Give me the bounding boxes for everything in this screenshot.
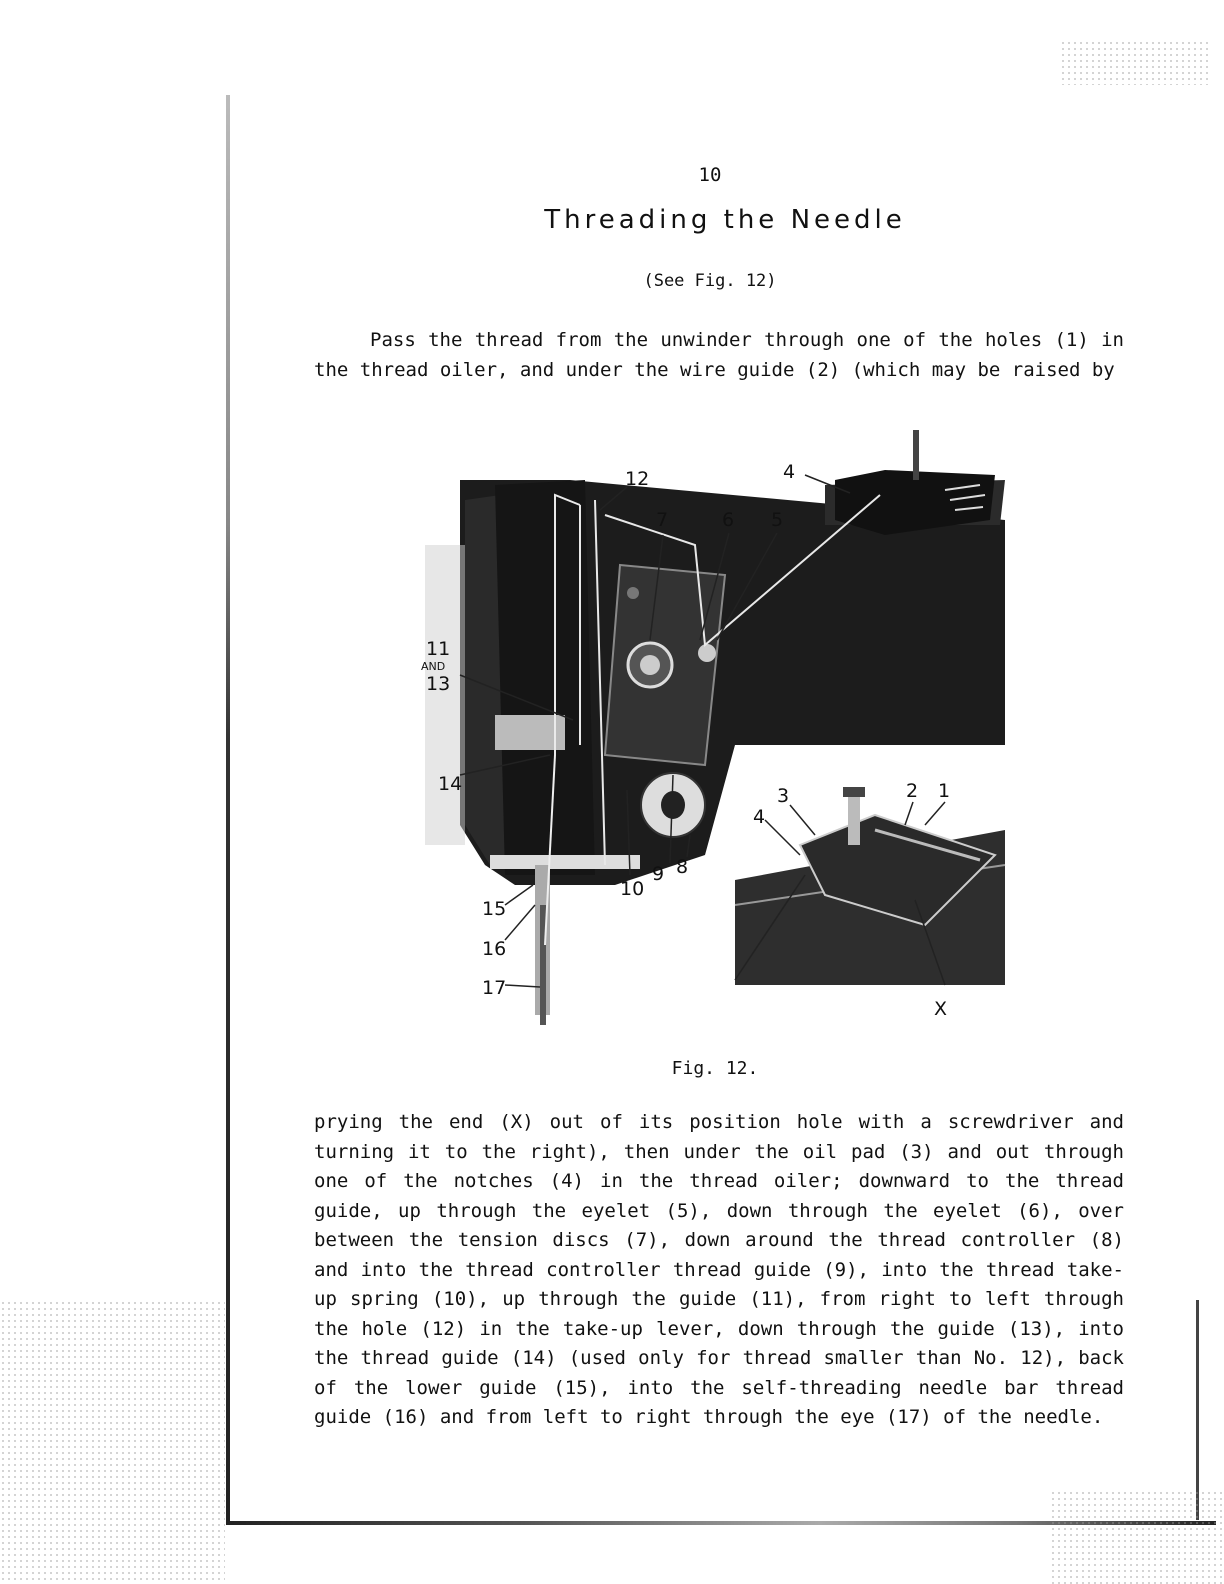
callout-4: 4 [783,461,796,483]
callout-7: 7 [656,509,669,531]
callout-8: 8 [676,856,689,878]
figure-caption: Fig. 12. [671,1058,759,1079]
figure-12-photo [405,425,1025,1035]
callout-12: 12 [625,468,650,490]
paragraph-intro: Pass the thread from the unwinder through one of the holes (1) in the thread oiler, and under the wire guide (2) (which may be raised by [314,329,1124,381]
page-title: Threading the Needle [544,205,906,235]
callout-and: AND [421,660,446,673]
scan-noise [0,1300,225,1584]
callout-15: 15 [482,898,507,920]
callout-17: 17 [482,977,507,999]
callout-11: 11 [426,638,451,660]
page-border-left [226,95,230,1525]
callout-6: 6 [722,509,735,531]
scan-noise [1050,1490,1224,1584]
inset-callout-3: 3 [777,785,790,807]
inset-callout-2: 2 [906,780,919,802]
callout-5: 5 [771,509,784,531]
page-border-right [1196,1300,1199,1520]
inset-callout-x: X [934,998,948,1020]
inset-callout-4: 4 [753,806,766,828]
callout-9: 9 [652,863,665,885]
inset-callout-1: 1 [938,780,951,802]
callout-14: 14 [438,773,463,795]
figure-reference: (See Fig. 12) [643,271,777,291]
paragraph-continued: prying the end (X) out of its position hole with a screwdriver and turning it to the right), then under the oil pad (3) and out through one of the notches (4) in the thread oiler; downward to the thread guide, up through the eyelet (5), down through the eyelet (6), over between the tension discs (7), down around the thread controller (8) and into the thread controller thread guide (9), into the thread take-up spring (10), up through the guide (11), from right to left through the hole (12) in the take-up lever, down through the guide (13), into the thread guide (14) (used only for thread smaller than No. 12), back of the lower guide (15), into the self-threading needle bar thread guide (16) and from left to right through the eye (17) of the needle. [314,1111,1124,1428]
callout-16: 16 [482,938,507,960]
page-number: 10 [698,164,722,186]
callout-10: 10 [620,878,645,900]
callout-13: 13 [426,673,451,695]
scan-noise [1060,40,1210,85]
